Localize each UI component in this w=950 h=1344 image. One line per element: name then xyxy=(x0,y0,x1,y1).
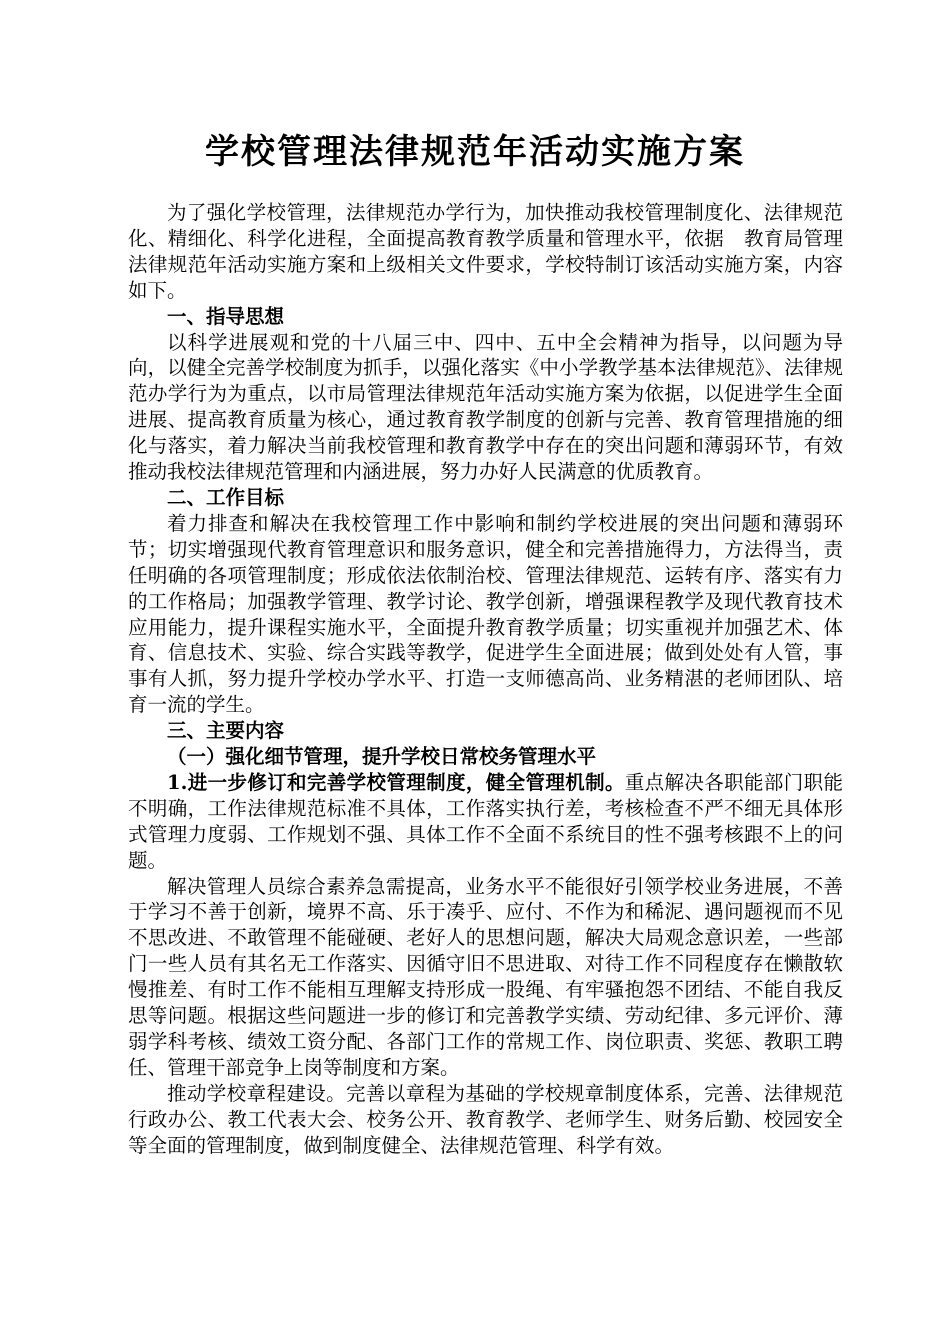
guiding-thought-paragraph: 以科学进展观和党的十八届三中、四中、五中全会精神为指导，以问题为导向，以健全完善学校制度为抓手，以强化落实《中小学教学基本法律规范》、法律规范办学行为为重点，以市局管理法律规范年活动实施方案为依据，以促进学生全面进展、提高教育质量为核心，通过教育教学制度的创新与完善、教育管理措施的细化与落实，着力解决当前我校管理和教育教学中存在的突出问题和薄弱环节，有效推动我校法律规范管理和内涵进展，努力办好人民满意的优质教育。 xyxy=(128,330,843,484)
document-body xyxy=(128,200,843,1159)
item1-lead-text: 1.进一步修订和完善学校管理制度，健全管理机制。 xyxy=(167,770,625,794)
intro-paragraph: 为了强化学校管理，法律规范办学行为，加快推动我校管理制度化、法律规范化、精细化、科学化进程，全面提高教育教学质量和管理水平，依据 教育局管理法律规范年活动实施方案和上级相关文件要求，学校特制订该活动实施方案，内容如下。 xyxy=(128,201,843,302)
item1-paragraph xyxy=(128,770,843,874)
work-goals-paragraph: 着力排查和解决在我校管理工作中影响和制约学校进展的突出问题和薄弱环节；切实增强现代教育管理意识和服务意识，健全和完善措施得力，方法得当，责任明确的各项管理制度；形成依法依制治校、管理法律规范、运转有序、落实有力的工作格局；加强教学管理、教学讨论、教学创新，增强课程教学及现代教育技术应用能力，提升课程实施水平，全面提升教育教学质量；切实重视并加强艺术、体育、信息技术、实验、综合实践等教学，促进学生全面进展；做到处处有人管，事事有人抓，努力提升学校办学水平、打造一支师德高尚、业务精湛的老师团队、培育一流的学生。 xyxy=(128,511,843,717)
charter-building-paragraph: 推动学校章程建设。完善以章程为基础的学校规章制度体系，完善、法律规范行政办公、教工代表大会、校务公开、教育教学、老师学生、财务后勤、校园安全等全面的管理制度，做到制度健全、法律规范管理、科学有效。 xyxy=(128,1081,843,1157)
section-heading-work-goals: 二、工作目标 xyxy=(167,485,285,509)
item1-body-text: 重点解决各职能部门职能不明确，工作法律规范标准不具体，工作落实执行差，考核检查不严不细无具体形式管理力度弱、工作规划不强、具体工作不全面不系统目的性不强考核跟不上的问题。 xyxy=(128,770,843,872)
document-title: 学校管理法律规范年活动实施方案 xyxy=(205,132,745,172)
management-issues-paragraph: 解决管理人员综合素养急需提高，业务水平不能很好引领学校业务进展，不善于学习不善于创新，境界不高、乐于凑乎、应付、不作为和稀泥、遇问题视而不见不思改进、不敢管理不能碰硬、老好人的思想问题，解决大局观念意识差，一些部门一些人员有其名无工作落实、因循守旧不思进取、对待工作不同程度存在懒散软慢推差、有时工作不能相互理解支持形成一股绳、有牢骚抱怨不团结、不能自我反思等问题。根据这些问题进一步的修订和完善教学实绩、劳动纪律、多元评价、薄弱学科考核、绩效工资分配、各部门工作的常规工作、岗位职责、奖惩、教职工聘任、管理干部竞争上岗等制度和方案。 xyxy=(128,874,843,1079)
section-heading-guiding-thought: 一、指导思想 xyxy=(167,304,285,328)
subsection-heading-detail-management: （一）强化细节管理，提升学校日常校务管理水平 xyxy=(167,745,597,769)
section-heading-main-content: 三、主要内容 xyxy=(167,719,285,743)
